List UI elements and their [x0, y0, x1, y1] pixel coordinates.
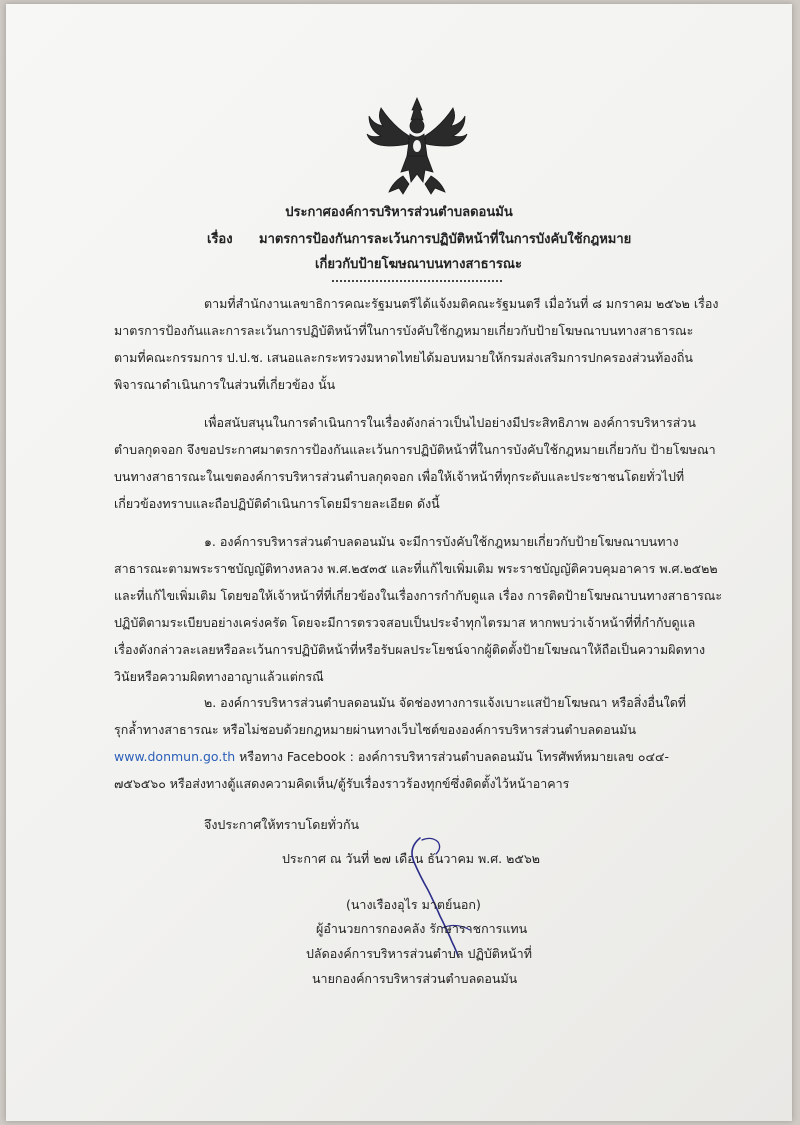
paragraph-3-line: และที่แก้ไขเพิ่มเติม โดยขอให้เจ้าหน้าที่ที่เกี่ยวข้องในเรื่องการกำกับดูแล เรื่อง การติดป้ายโฆษณาบนทางสาธารณะ [114, 588, 723, 603]
announcement-title: ประกาศองค์การบริหารส่วนตำบลดอนมัน [285, 205, 513, 220]
paragraph-2-line: บนทางสาธารณะในเขตองค์การบริหารส่วนตำบลกุดจอก เพื่อให้เจ้าหน้าที่ทุกระดับและประชาชนโดยทั่วไปที่ [114, 469, 685, 484]
paragraph-4-line: รุกล้ำทางสาธารณะ หรือไม่ชอบด้วยกฎหมายผ่านทางเว็บไซต์ขององค์การบริหารส่วนตำบลดอนมัน [114, 722, 637, 737]
paragraph-1-line: ตามที่คณะกรรมการ ป.ป.ช. เสนอและกระทรวงมหาดไทยได้มอบหมายให้กรมส่งเสริมการปกครองส่วนท้องถิ่น [114, 350, 693, 365]
paragraph-4-line-3 [114, 744, 669, 770]
dotted-divider [332, 280, 502, 282]
subject-line-2: เกี่ยวกับป้ายโฆษณาบนทางสาธารณะ [315, 257, 522, 272]
signer-title-line-2: ปลัดองค์การบริหารส่วนตำบล ปฏิบัติหน้าที่ [306, 946, 532, 961]
paragraph-2-line: เพื่อสนับสนุนในการดำเนินการในเรื่องดังกล่าวเป็นไปอย่างมีประสิทธิภาพ องค์การบริหารส่วน [204, 415, 696, 430]
document-page [6, 4, 792, 1121]
paragraph-1-line: พิจารณาดำเนินการในส่วนที่เกี่ยวข้อง นั้น [114, 377, 336, 392]
paragraph-2-line: ตำบลกุดจอก จึงขอประกาศมาตรการป้องกันและเว้นการปฏิบัติหน้าที่ในการบังคับใช้กฎหมายเกี่ยวกับ ป้ายโฆษณา [114, 442, 716, 457]
paragraph-3-line: สาธารณะตามพระราชบัญญัติทางหลวง พ.ศ.๒๕๓๕ และที่แก้ไขเพิ่มเติม พระราชบัญญัติควบคุมอาคาร พ.ศ.๒๕๒๒ [114, 561, 718, 576]
subject-line-1: มาตรการป้องกันการละเว้นการปฏิบัติหน้าที่ในการบังคับใช้กฎหมาย [259, 232, 632, 247]
paragraph-2-line: เกี่ยวข้องทราบและถือปฏิบัติดำเนินการโดยมีรายละเอียด ดังนี้ [114, 496, 440, 511]
contact-text: หรือทาง Facebook : องค์การบริหารส่วนตำบลดอนมัน โทรศัพท์หมายเลข ๐๔๔- [235, 749, 669, 764]
paragraph-3-line: ๑. องค์การบริหารส่วนตำบลดอนมัน จะมีการบังคับใช้กฎหมายเกี่ยวกับป้ายโฆษณาบนทาง [204, 534, 679, 549]
paragraph-4-line: ๒. องค์การบริหารส่วนตำบลดอนมัน จัดช่องทางการแจ้งเบาะแสป้ายโฆษณา หรือสิ่งอื่นใดที่ [204, 695, 687, 710]
paragraph-3-line: เรื่องดังกล่าวละเลยหรือละเว้นการปฏิบัติหน้าที่หรือรับผลประโยชน์จากผู้ติดตั้งป้ายโฆษณาให้ถือเป็นความผิดทาง [114, 642, 706, 657]
paragraph-3-line: ปฏิบัติตามระเบียบอย่างเคร่งครัด โดยจะมีการตรวจสอบเป็นประจำทุกไตรมาส หากพบว่าเจ้าหน้าที่ที่กำกับดูแล [114, 615, 696, 630]
signer-title-line-3: นายกองค์การบริหารส่วนตำบลดอนมัน [312, 971, 518, 986]
signer-title-line-1: ผู้อำนวยการกองคลัง รักษาราชการแทน [316, 921, 528, 936]
announcement-date: ประกาศ ณ วันที่ ๒๗ เดือน ธันวาคม พ.ศ. ๒๕๖๒ [282, 851, 540, 866]
paragraph-1-line: ตามที่สำนักงานเลขาธิการคณะรัฐมนตรีได้แจ้งมติคณะรัฐมนตรี เมื่อวันที่ ๘ มกราคม ๒๕๖๒ เรื่อง [204, 296, 719, 311]
paragraph-3-line: วินัยหรือความผิดทางอาญาแล้วแต่กรณี [114, 669, 324, 684]
paragraph-1-line: มาตรการป้องกันและการละเว้นการปฏิบัติหน้าที่ในการบังคับใช้กฎหมายเกี่ยวกับป้ายโฆษณาบนทางสาธารณะ [114, 323, 694, 338]
signer-name: (นางเรืองอุไร มาตย์นอก) [346, 897, 481, 912]
subject-label: เรื่อง [207, 232, 233, 247]
closing-text: จึงประกาศให้ทราบโดยทั่วกัน [204, 817, 360, 832]
garuda-emblem-icon [363, 96, 471, 196]
paragraph-4-line: ๗๕๖๕๖๐ หรือส่งทางตู้แสดงความคิดเห็น/ตู้รับเรื่องราวร้องทุกข์ซึ่งติดตั้งไว้หน้าอาคาร [114, 776, 570, 791]
website-link[interactable]: www.donmun.go.th [114, 749, 236, 764]
